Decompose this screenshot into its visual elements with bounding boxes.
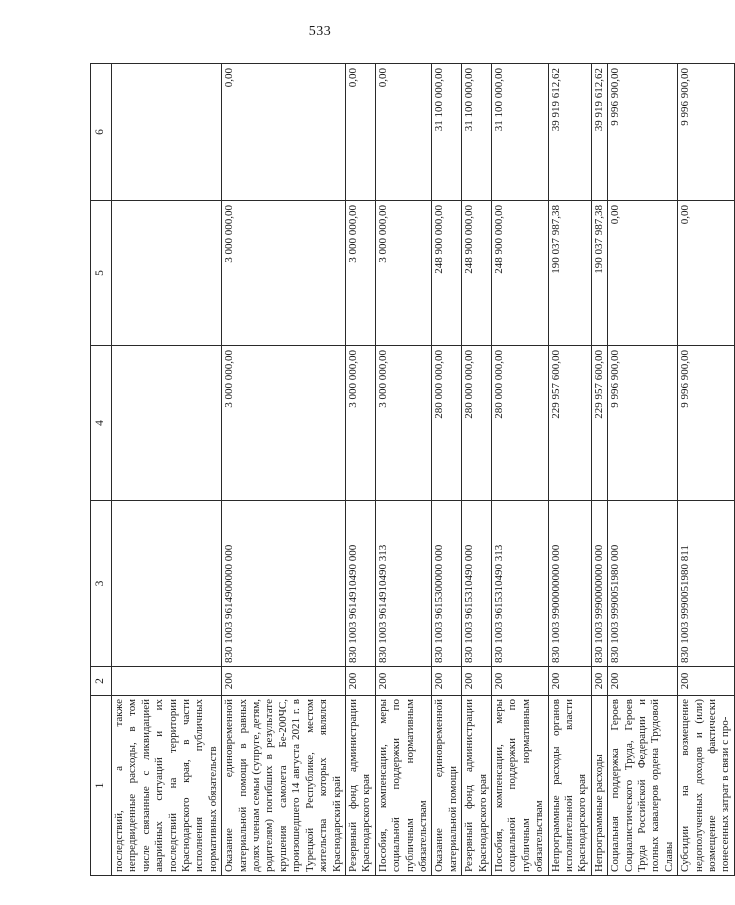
row-code: 200 bbox=[345, 667, 375, 696]
row-name: Оказание единовременной материальной помощи bbox=[432, 696, 462, 876]
row-value-4: 3 000 000,00 bbox=[345, 346, 375, 501]
row-code: 200 bbox=[432, 667, 462, 696]
row-kbk: 830 1003 9614910490 000 bbox=[345, 501, 375, 667]
row-value-5: 3 000 000,00 bbox=[375, 201, 432, 346]
row-value-5: 190 037 987,38 bbox=[548, 201, 591, 346]
row-value-4: 280 000 000,00 bbox=[432, 346, 462, 501]
table-row bbox=[112, 64, 222, 876]
row-kbk: 830 1003 9614910490 313 bbox=[375, 501, 432, 667]
budget-table bbox=[90, 63, 735, 876]
row-kbk bbox=[112, 501, 222, 667]
row-value-5: 190 037 987,38 bbox=[591, 201, 607, 346]
row-value-6 bbox=[112, 64, 222, 201]
table-row bbox=[432, 64, 462, 876]
row-value-6: 9 996 900,00 bbox=[678, 64, 735, 201]
row-kbk: 830 1003 9615310490 000 bbox=[462, 501, 492, 667]
table-row bbox=[491, 64, 548, 876]
table-row bbox=[345, 64, 375, 876]
page-number: 533 bbox=[308, 24, 332, 39]
row-kbk: 830 1003 9615310490 313 bbox=[491, 501, 548, 667]
row-value-5: 248 900 000,00 bbox=[491, 201, 548, 346]
row-value-6: 39 919 612,62 bbox=[591, 64, 607, 201]
row-value-6: 0,00 bbox=[345, 64, 375, 201]
row-code: 200 bbox=[462, 667, 492, 696]
row-kbk: 830 1003 9614900000 000 bbox=[222, 501, 346, 667]
row-kbk: 830 1003 9990051980 000 bbox=[608, 501, 678, 667]
header-cell: 3 bbox=[91, 501, 112, 667]
row-code: 200 bbox=[491, 667, 548, 696]
header-row bbox=[91, 64, 112, 876]
table-row bbox=[591, 64, 607, 876]
rotated-table-container bbox=[90, 64, 732, 876]
header-cell: 6 bbox=[91, 64, 112, 201]
row-value-5: 3 000 000,00 bbox=[345, 201, 375, 346]
table-row bbox=[462, 64, 492, 876]
row-code: 200 bbox=[608, 667, 678, 696]
table-row bbox=[608, 64, 678, 876]
row-value-4: 229 957 600,00 bbox=[591, 346, 607, 501]
row-code: 200 bbox=[678, 667, 735, 696]
row-value-6: 0,00 bbox=[375, 64, 432, 201]
row-value-5: 0,00 bbox=[678, 201, 735, 346]
row-value-5: 0,00 bbox=[608, 201, 678, 346]
row-kbk: 830 1003 9615300000 000 bbox=[432, 501, 462, 667]
row-value-4: 280 000 000,00 bbox=[491, 346, 548, 501]
row-value-4: 229 957 600,00 bbox=[548, 346, 591, 501]
row-value-6: 31 100 000,00 bbox=[491, 64, 548, 201]
header-cell: 4 bbox=[91, 346, 112, 501]
row-name: Непрограммные расходы bbox=[591, 696, 607, 876]
row-code bbox=[112, 667, 222, 696]
row-kbk: 830 1003 9990000000 000 bbox=[591, 501, 607, 667]
row-name: Пособия, компенсации, меры социальной поддержки по публичным нормативным обязательствам bbox=[491, 696, 548, 876]
row-value-4: 280 000 000,00 bbox=[462, 346, 492, 501]
row-value-4: 9 996 900,00 bbox=[678, 346, 735, 501]
table-row bbox=[375, 64, 432, 876]
row-name: Пособия, компенсации, меры социальной поддержки по публичным нормативным обязательствам bbox=[375, 696, 432, 876]
table-row bbox=[548, 64, 591, 876]
row-value-5: 248 900 000,00 bbox=[432, 201, 462, 346]
row-value-6: 9 996 900,00 bbox=[608, 64, 678, 201]
row-value-5: 3 000 000,00 bbox=[222, 201, 346, 346]
row-value-4: 3 000 000,00 bbox=[222, 346, 346, 501]
row-name: Оказание единовременной материальной помощи в равных долях членам семьи (супруге, детям, родителям) погибших в результате крушения самолета Бе-200ЧС, произошедшего 14 августа 2021 г. в Турецкой Республике, местом жительства которых являлся Краснодарский край bbox=[222, 696, 346, 876]
row-name: последствий, а также непредвиденные расходы, в том числе связанные с ликвидацией аварийных ситуаций и их последствий на территории Краснодарского края, в части исполнения публичных нормативных обязательств bbox=[112, 696, 222, 876]
row-code: 200 bbox=[591, 667, 607, 696]
row-code: 200 bbox=[548, 667, 591, 696]
header-cell: 5 bbox=[91, 201, 112, 346]
header-cell: 1 bbox=[91, 696, 112, 876]
row-code: 200 bbox=[375, 667, 432, 696]
row-name: Резервный фонд администрации Краснодарского края bbox=[345, 696, 375, 876]
row-name: Непрограммные расходы органов исполнительной власти Краснодарского края bbox=[548, 696, 591, 876]
row-value-6: 31 100 000,00 bbox=[462, 64, 492, 201]
row-value-5: 248 900 000,00 bbox=[462, 201, 492, 346]
row-value-4: 9 996 900,00 bbox=[608, 346, 678, 501]
row-name: Субсидии на возмещение недополученных доходов и (или) возмещение фактически понесенных затрат в связи с про- bbox=[678, 696, 735, 876]
row-name: Социальная поддержка Героев Социалистического Труда, Героев Труда Российской Федерации и полных кавалеров ордена Трудовой Славы bbox=[608, 696, 678, 876]
row-name: Резервный фонд администрации Краснодарского края bbox=[462, 696, 492, 876]
row-value-4 bbox=[112, 346, 222, 501]
row-code: 200 bbox=[222, 667, 346, 696]
table-row bbox=[222, 64, 346, 876]
row-kbk: 830 1003 9990051980 811 bbox=[678, 501, 735, 667]
row-value-6: 31 100 000,00 bbox=[432, 64, 462, 201]
row-value-5 bbox=[112, 201, 222, 346]
header-cell: 2 bbox=[91, 667, 112, 696]
row-value-6: 39 919 612,62 bbox=[548, 64, 591, 201]
row-value-6: 0,00 bbox=[222, 64, 346, 201]
table-row bbox=[678, 64, 735, 876]
row-value-4: 3 000 000,00 bbox=[375, 346, 432, 501]
row-kbk: 830 1003 9900000000 000 bbox=[548, 501, 591, 667]
